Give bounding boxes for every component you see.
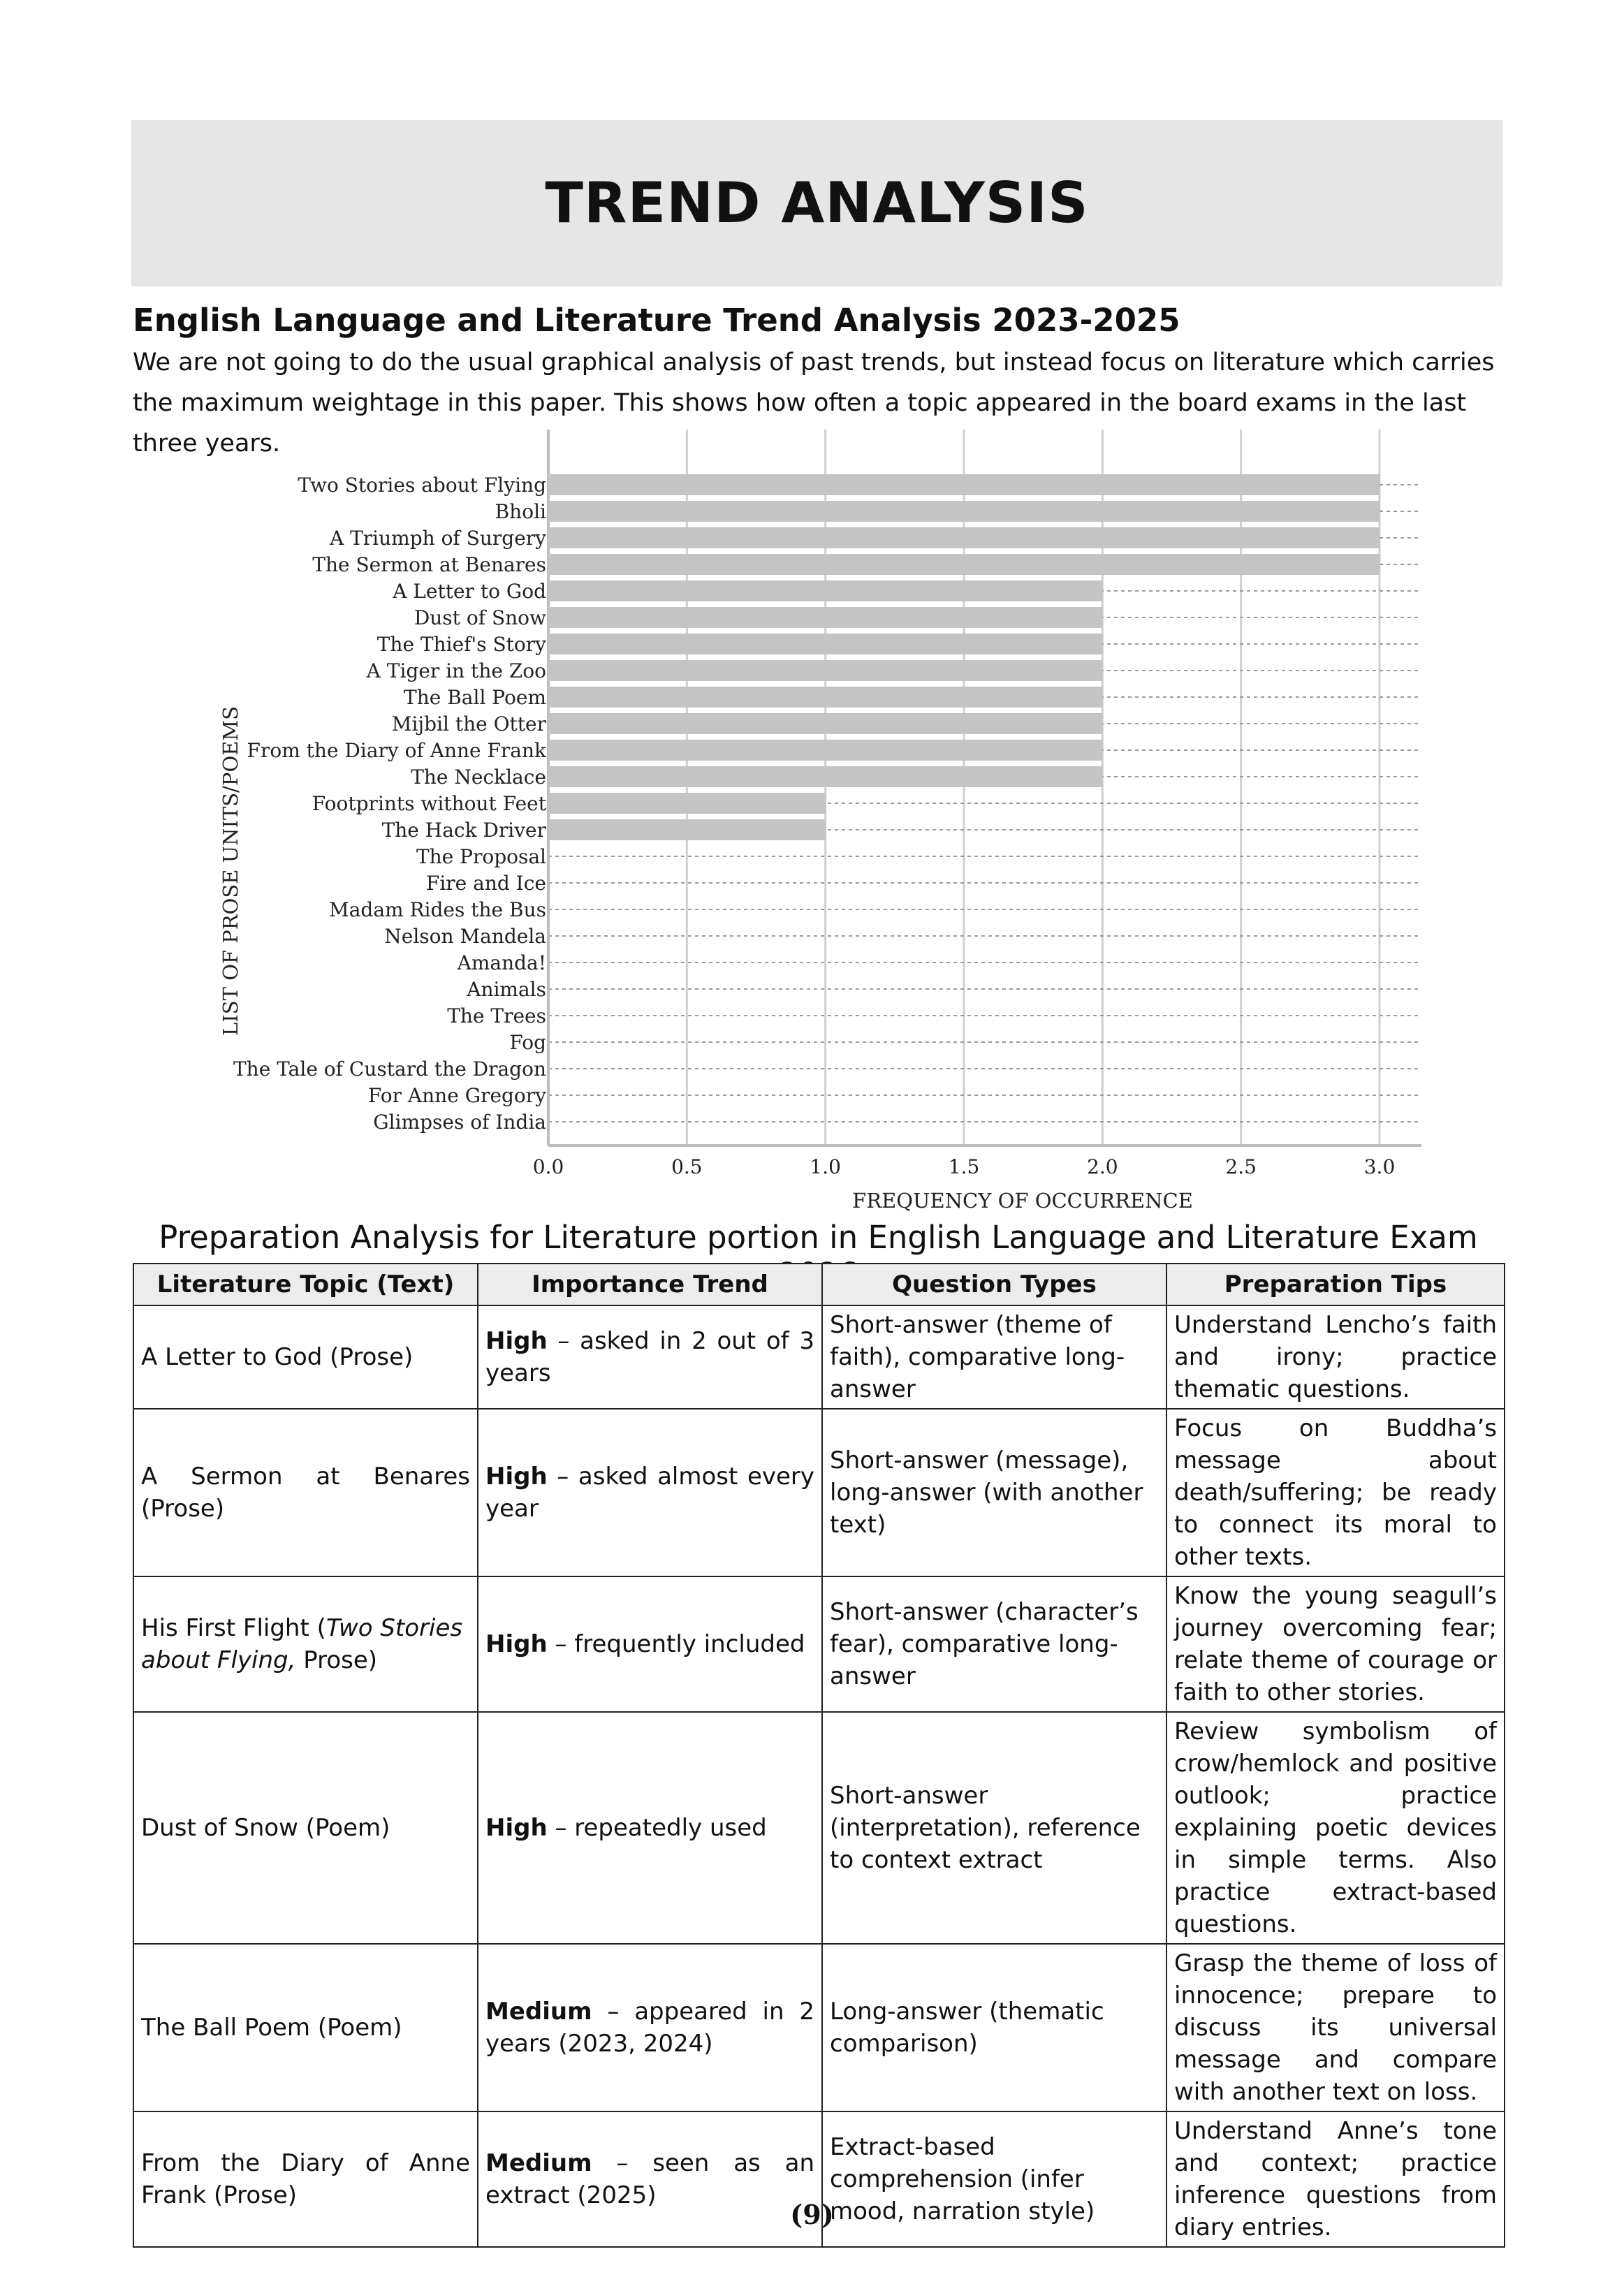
y-axis-label: LIST OF PROSE UNITS/POEMS [219, 706, 242, 1036]
topic-cell: Dust of Snow (Poem) [133, 1712, 478, 1944]
bar [548, 474, 1380, 495]
bar [548, 819, 826, 840]
category-label: A Letter to God [393, 580, 546, 603]
bar [548, 793, 826, 814]
header-question-types: Question Types [822, 1264, 1166, 1305]
x-tick-label: 1.0 [810, 1155, 841, 1178]
tips-cell: Focus on Buddha’s message about death/suffering; be ready to connect its moral to other texts. [1166, 1409, 1505, 1576]
topic-italic: Two Stories about Flying, [141, 1614, 463, 1674]
category-label: Two Stories about Flying [298, 474, 546, 497]
tips-cell: Grasp the theme of loss of innocence; prepare to discuss its universal message and compare with another text on loss. [1166, 1944, 1505, 2111]
category-label: A Tiger in the Zoo [366, 659, 546, 682]
x-axis-label: FREQUENCY OF OCCURRENCE [852, 1189, 1193, 1212]
importance-detail: – repeatedly used [547, 1814, 767, 1842]
x-tick-label: 0.5 [671, 1155, 703, 1178]
category-label: The Tale of Custard the Dragon [233, 1057, 546, 1081]
category-label: Dust of Snow [414, 606, 546, 629]
category-label: Mijbil the Otter [391, 712, 546, 735]
question-types-cell: Short-answer (interpretation), reference to context extract [822, 1712, 1166, 1944]
importance-cell [478, 1305, 822, 1409]
category-label: The Sermon at Benares [312, 553, 546, 576]
bar [548, 527, 1380, 548]
category-label: Madam Rides the Bus [329, 898, 546, 921]
bar [548, 740, 1102, 761]
importance-level: High [485, 1327, 548, 1355]
page-title: TREND ANALYSIS [545, 170, 1089, 235]
topic-cell: A Letter to God (Prose) [133, 1305, 478, 1409]
header-topic: Literature Topic (Text) [133, 1264, 478, 1305]
table-row [133, 1944, 1505, 2111]
bar [548, 713, 1102, 734]
importance-level: High [485, 1814, 548, 1842]
category-label: The Necklace [411, 766, 546, 789]
importance-level: High [485, 1463, 548, 1491]
importance-level: Medium [485, 2149, 592, 2177]
bar [548, 501, 1380, 522]
bar [548, 687, 1102, 708]
intro-paragraph: We are not going to do the usual graphical analysis of past trends, but instead focus on literature which carries the maximum weightage in this paper. This shows how often a topic appeared in the board exams in the last three years. [133, 349, 1495, 457]
category-label: The Ball Poem [404, 686, 546, 709]
topic-prefix: His First Flight ( [141, 1614, 326, 1642]
bar [548, 634, 1102, 654]
topic-cell: From the Diary of Anne Frank (Prose) [133, 2111, 478, 2247]
tips-cell: Review symbolism of crow/hemlock and positive outlook; practice explaining poetic devices in simple terms. Also practice extract-based questions. [1166, 1712, 1505, 1944]
bar [548, 580, 1102, 601]
question-types-cell: Short-answer (character’s fear), comparative long-answer [822, 1576, 1166, 1712]
importance-level: Medium [485, 1998, 592, 2026]
importance-detail: – frequently included [547, 1630, 805, 1658]
category-label: Animals [467, 978, 546, 1001]
category-label: Glimpses of India [373, 1111, 546, 1134]
question-types-cell: Long-answer (thematic comparison) [822, 1944, 1166, 2111]
importance-detail: – seen as an extract (2025) [485, 2149, 814, 2209]
category-label: For Anne Gregory [367, 1084, 546, 1107]
topic-cell: The Ball Poem (Poem) [133, 1944, 478, 2111]
preparation-table [133, 1263, 1505, 2248]
page-number: (9) [790, 2199, 834, 2230]
bar [548, 660, 1102, 681]
tips-cell: Understand Lencho’s faith and irony; practice thematic questions. [1166, 1305, 1505, 1409]
x-tick-label: 2.0 [1087, 1155, 1118, 1178]
category-label: The Proposal [416, 845, 546, 868]
importance-detail: – appeared in 2 years (2023, 2024) [485, 1998, 814, 2058]
table-row [133, 1576, 1505, 1712]
x-tick-label: 3.0 [1363, 1155, 1396, 1178]
category-label: The Hack Driver [381, 819, 546, 842]
category-label: The Thief's Story [376, 633, 546, 656]
tips-cell: Understand Anne’s tone and context; practice inference questions from diary entries. [1166, 2111, 1505, 2247]
category-label: Bholi [495, 500, 546, 523]
question-types-cell: Short-answer (theme of faith), comparative long-answer [822, 1305, 1166, 1409]
table-header-row [133, 1264, 1505, 1305]
category-label: A Triumph of Surgery [330, 527, 546, 550]
header-tips: Preparation Tips [1166, 1264, 1505, 1305]
category-label: The Trees [447, 1004, 546, 1027]
importance-detail: – asked in 2 out of 3 years [485, 1327, 814, 1387]
category-label: Amanda! [457, 951, 546, 974]
topic-cell: A Sermon at Benares (Prose) [133, 1409, 478, 1576]
x-tick-label: 1.5 [948, 1155, 980, 1178]
category-label: Fire and Ice [425, 872, 546, 895]
section-heading: English Language and Literature Trend Analysis 2023-2025 [133, 302, 1180, 339]
category-label: From the Diary of Anne Frank [247, 739, 546, 762]
category-label: Nelson Mandela [384, 925, 546, 948]
question-types-cell: Short-answer (message), long-answer (with another text) [822, 1409, 1166, 1576]
bar [548, 766, 1102, 787]
topic-suffix: Prose) [295, 1646, 378, 1674]
title-banner [131, 120, 1502, 286]
category-label: Fog [509, 1031, 546, 1054]
question-types-cell: Extract-based comprehension (infer mood, narration style) [822, 2111, 1166, 2247]
frequency-bar-chart [210, 430, 1439, 1212]
importance-level: High [485, 1630, 548, 1658]
header-importance: Importance Trend [478, 1264, 822, 1305]
importance-cell [478, 1712, 822, 1944]
importance-detail: – asked almost every year [485, 1463, 814, 1523]
table-row [133, 1712, 1505, 1944]
importance-cell [478, 1409, 822, 1576]
bar [548, 607, 1102, 628]
chart-x-ticks [533, 1155, 1396, 1178]
tips-cell: Know the young seagull’s journey overcoming fear; relate theme of courage or faith to other stories. [1166, 1576, 1505, 1712]
importance-cell [478, 1576, 822, 1712]
table-row [133, 1409, 1505, 1576]
x-tick-label: 2.5 [1225, 1155, 1257, 1178]
x-tick-label: 0.0 [532, 1155, 564, 1178]
chart-category-labels [233, 474, 547, 1134]
topic-cell [133, 1576, 478, 1712]
bar [548, 554, 1380, 575]
importance-cell [478, 1944, 822, 2111]
table-title: Preparation Analysis for Literature portion in English Language and Literature Exam [159, 1219, 1478, 1256]
table-row [133, 1305, 1505, 1409]
category-label: Footprints without Feet [312, 792, 546, 815]
